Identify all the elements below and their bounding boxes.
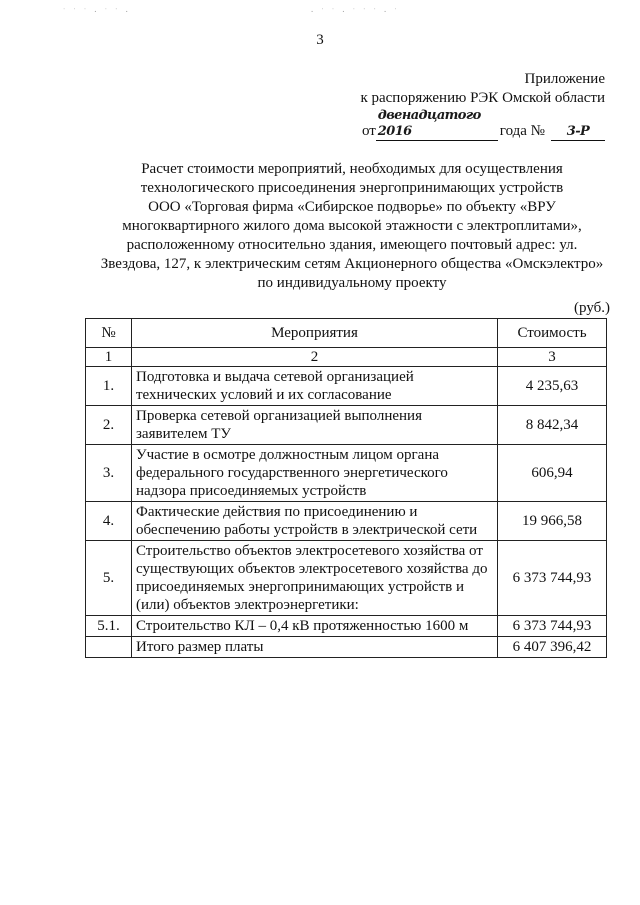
header-number: № [86, 319, 132, 348]
appendix-reference: к распоряжению РЭК Омской области [360, 90, 605, 106]
column-index-row [86, 348, 607, 367]
row-cost: 6 373 744,93 [498, 541, 607, 616]
title-line: Звездова, 127, к электрическим сетям Акционерного общества «Омскэлектро» [100, 256, 604, 272]
row-number: 4. [86, 502, 132, 541]
title-line: Расчет стоимости мероприятий, необходимых для осуществления [141, 161, 563, 177]
scan-noise: · ˙ ˙ · ˙ ˙ ˙ · ˙ [310, 8, 399, 16]
column-index: 1 [86, 348, 132, 367]
title-line: по индивидуальному проекту [257, 275, 447, 291]
row-cost: 8 842,34 [498, 406, 607, 445]
row-activity: Подготовка и выдача сетевой организацией технических условий и их согласование [132, 367, 498, 406]
table-row [86, 541, 607, 616]
appendix-title: Приложение [524, 71, 605, 87]
handwritten-number: 3-Р [551, 124, 605, 141]
row-activity: Строительство объектов электросетевого хозяйства от существующих объектов электросетевого хозяйства до присоединяемых энергопринимающих устройств и (или) объектов электроэнергетики: [132, 541, 498, 616]
currency-unit: (руб.) [574, 300, 610, 316]
row-number: 5. [86, 541, 132, 616]
title-line: многоквартирного жилого дома высокой этажности с электроплитами», [122, 218, 582, 234]
header-activities: Мероприятия [132, 319, 498, 348]
column-index: 3 [498, 348, 607, 367]
table-row [86, 445, 607, 502]
document-title [92, 160, 612, 293]
row-number: 3. [86, 445, 132, 502]
total-label: Итого размер платы [132, 637, 498, 658]
number-prefix: года № [499, 123, 545, 139]
scan-noise: ˙ ˙ ˙ · ˙ ˙ · [62, 8, 130, 16]
total-empty-cell [86, 637, 132, 658]
row-cost: 6 373 744,93 [498, 616, 607, 637]
cost-table [85, 318, 607, 658]
handwritten-date: двенадцатого 2016 [376, 108, 498, 141]
header-cost: Стоимость [498, 319, 607, 348]
table-row [86, 616, 607, 637]
appendix-header [360, 70, 605, 141]
row-activity: Проверка сетевой организацией выполнения заявителем ТУ [132, 406, 498, 445]
row-cost: 19 966,58 [498, 502, 607, 541]
title-line: технологического присоединения энергопринимающих устройств [140, 180, 564, 196]
row-activity: Фактические действия по присоединению и обеспечению работы устройств в электрической сети [132, 502, 498, 541]
total-row [86, 637, 607, 658]
total-cost: 6 407 396,42 [498, 637, 607, 658]
row-number: 5.1. [86, 616, 132, 637]
page-number: 3 [316, 32, 324, 48]
row-cost: 606,94 [498, 445, 607, 502]
column-index: 2 [132, 348, 498, 367]
table-row [86, 406, 607, 445]
row-number: 1. [86, 367, 132, 406]
table-row [86, 367, 607, 406]
table-row [86, 502, 607, 541]
appendix-date-line [362, 108, 605, 141]
title-line: ООО «Торговая фирма «Сибирское подворье» по объекту «ВРУ [148, 199, 556, 215]
title-line: расположенному относительно здания, имеющего почтовый адрес: ул. [126, 237, 578, 253]
table-header-row [86, 319, 607, 348]
row-activity: Строительство КЛ – 0,4 кВ протяженностью 1600 м [132, 616, 498, 637]
row-cost: 4 235,63 [498, 367, 607, 406]
date-prefix: от [361, 123, 376, 139]
row-activity: Участие в осмотре должностным лицом органа федерального государственного энергетического надзора присоединяемых устройств [132, 445, 498, 502]
row-number: 2. [86, 406, 132, 445]
